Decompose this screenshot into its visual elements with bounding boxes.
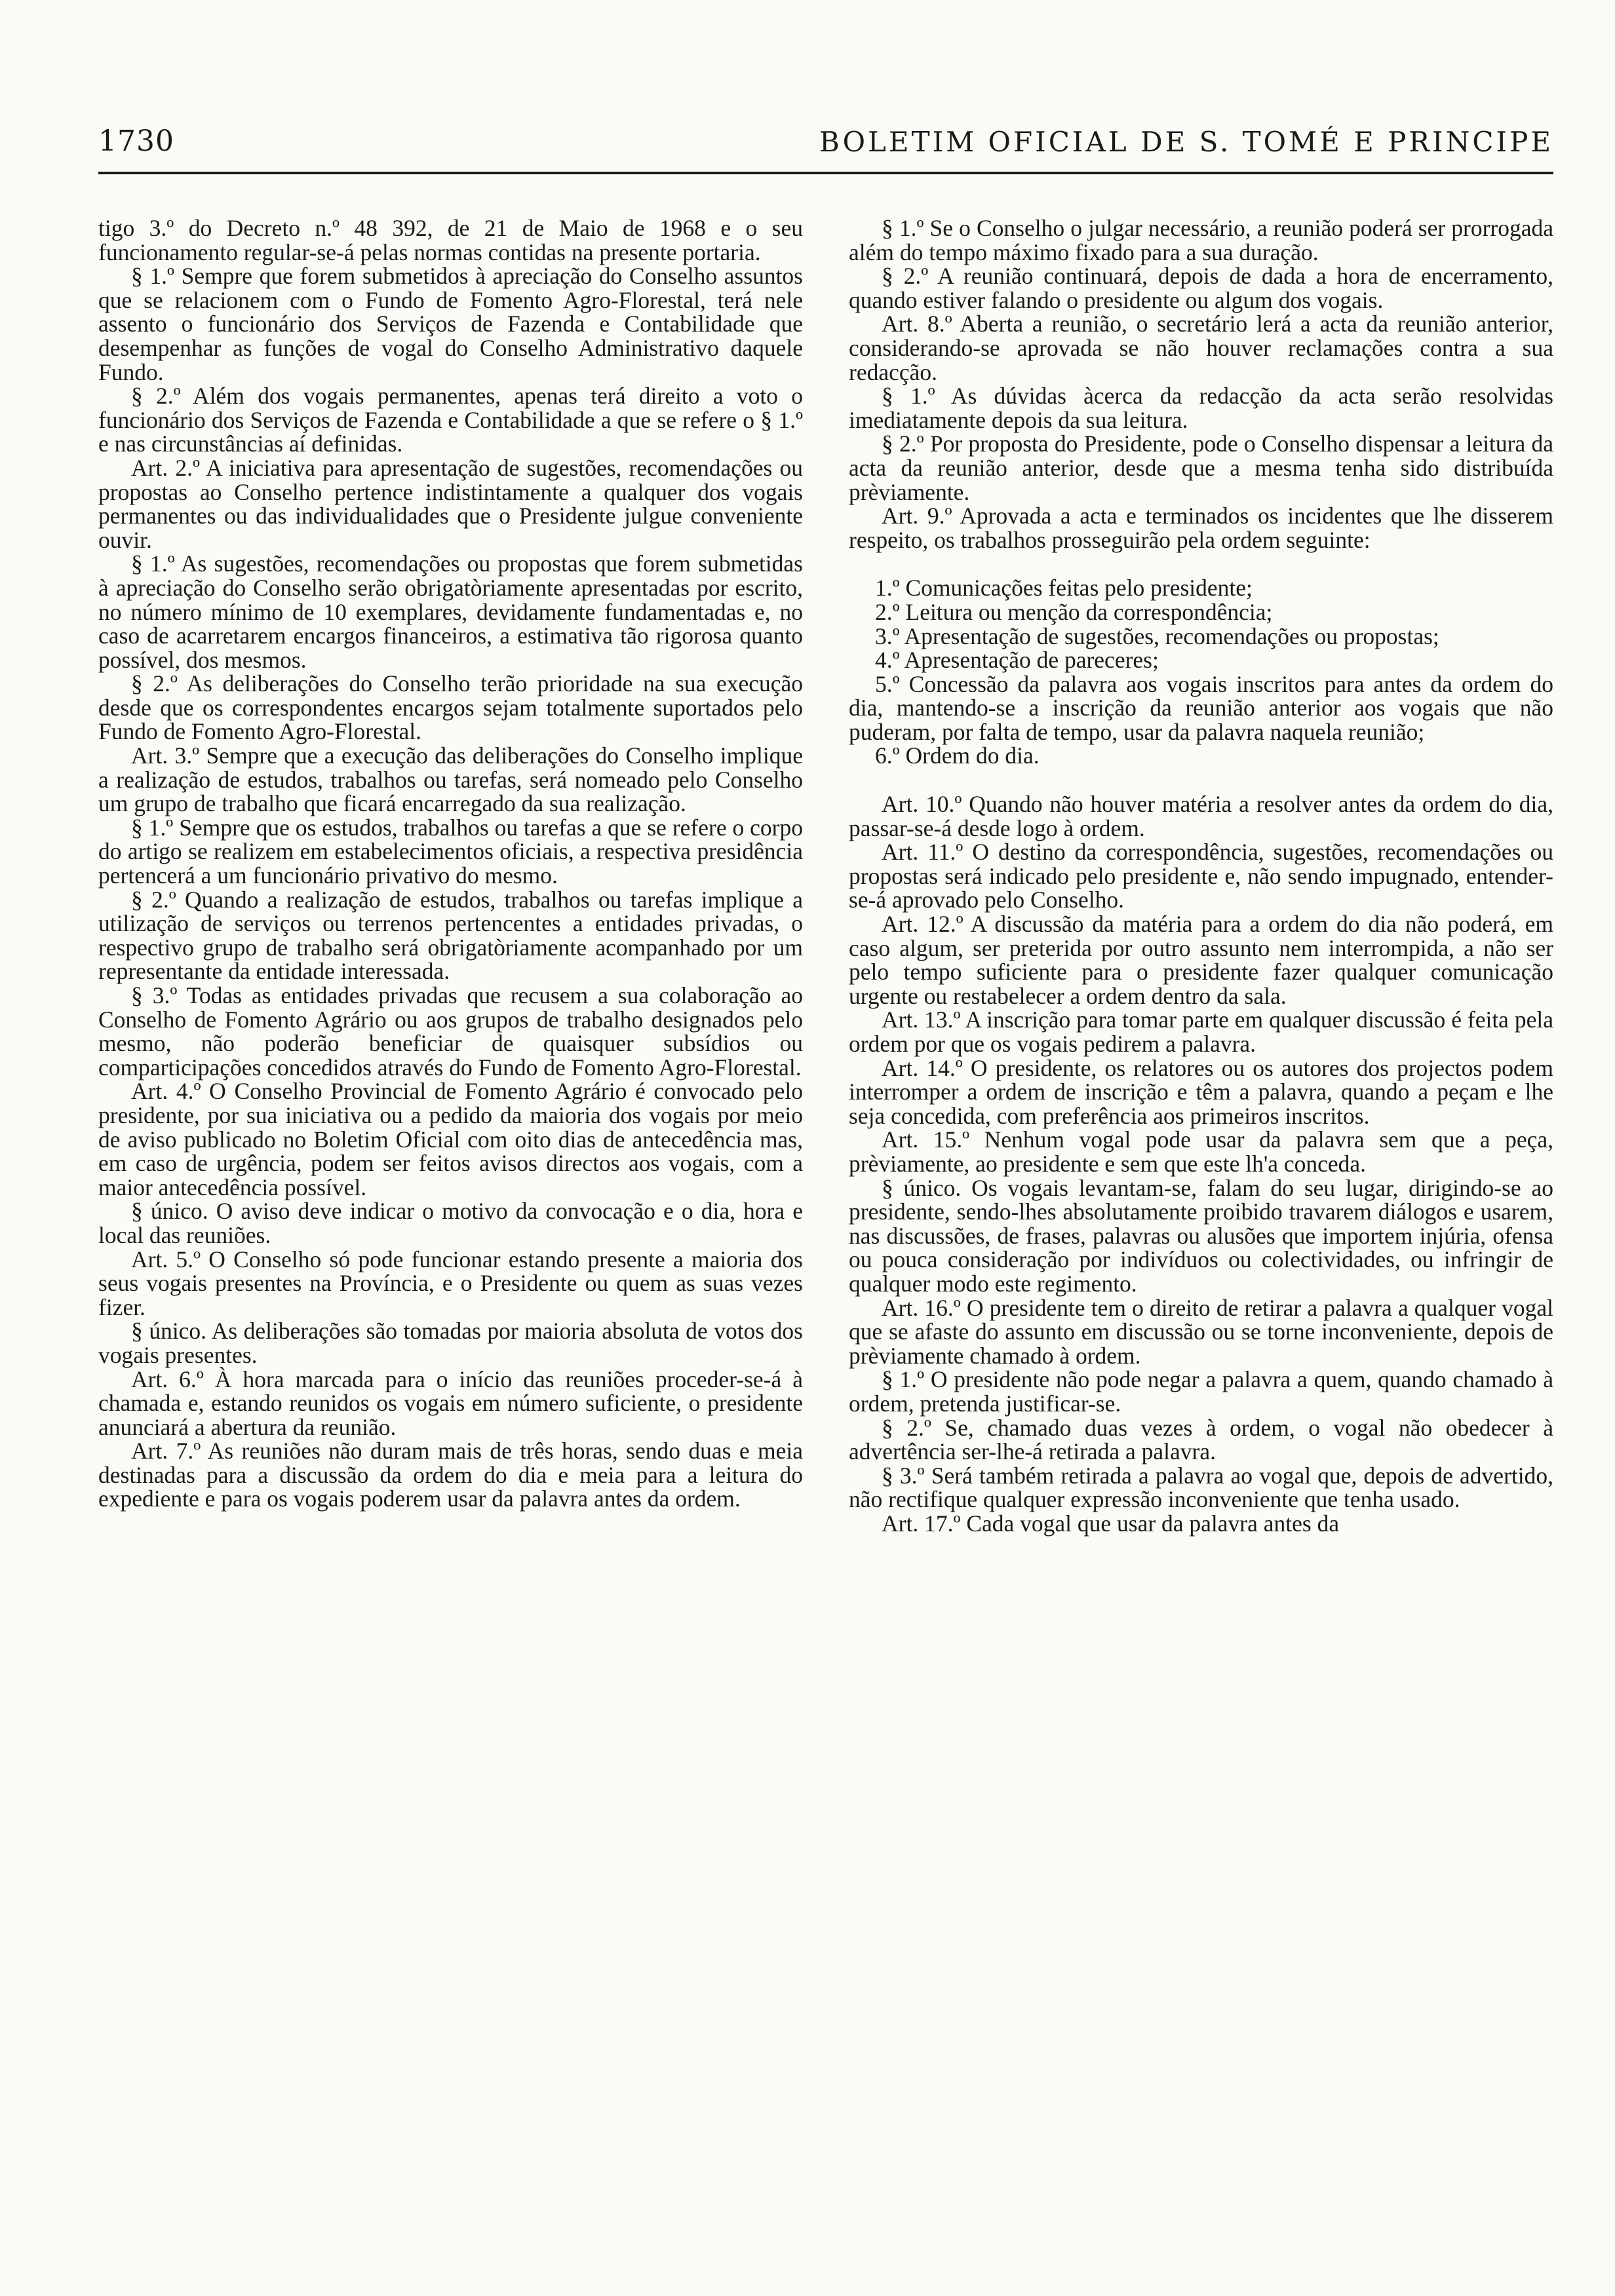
- paragraph: Art. 6.º À hora marcada para o início das reuniões proceder-se-á à chamada e, estando reunidos os vogais em número suficiente, o presidente anunciará a abertura da reunião.: [98, 1366, 803, 1440]
- paragraph: Art. 16.º O presidente tem o direito de retirar a palavra a qualquer vogal que se afaste do assunto em discussão ou se torne inconveniente, depois de prèviamente chamado à ordem.: [849, 1294, 1553, 1369]
- paragraph: Art. 8.º Aberta a reunião, o secretário lerá a acta da reunião anterior, considerando-se aprovada se não houver reclamações contra a sua redacção.: [849, 311, 1553, 385]
- paragraph: § único. Os vogais levantam-se, falam do seu lugar, dirigindo-se ao presidente, sendo-lhes absolutamente proibido travarem diálogos e usarem, nas discussões, de frases, palavras ou alusões que importem injúria, ofensa ou pouca consideração por indivíduos ou colectividades, ou infringir de qualquer modo este regimento.: [849, 1174, 1553, 1297]
- paragraph: § 3.º Todas as entidades privadas que recusem a sua colaboração ao Conselho de Fomento Agrário ou aos grupos de trabalho designados pelo mesmo, não poderão beneficiar de quaisquer subsídios ou comparticipações concedidos através do Fundo de Fomento Agro-Florestal.: [98, 982, 803, 1081]
- paragraph: § único. O aviso deve indicar o motivo da convocação e o dia, hora e local das reuniões.: [98, 1198, 803, 1248]
- paragraph: Art. 15.º Nenhum vogal pode usar da palavra sem que a peça, prèviamente, ao presidente e sem que este lh'a conceda.: [849, 1126, 1553, 1177]
- list-item: 3.º Apresentação de sugestões, recomendações ou propostas;: [875, 622, 1439, 649]
- paragraph: § 2.º Se, chamado duas vezes à ordem, o vogal não obedecer à advertência ser-lhe-á retirada a palavra.: [849, 1414, 1553, 1465]
- paragraph: § 3.º Será também retirada a palavra ao vogal que, depois de advertido, não rectifique qualquer expressão inconveniente que tenha usado.: [849, 1462, 1553, 1513]
- list-item: 2.º Leitura ou menção da correspondência;: [875, 598, 1273, 625]
- paragraph: § único. As deliberações são tomadas por maioria absoluta de votos dos vogais presentes.: [98, 1318, 803, 1368]
- paragraph: § 2.º As deliberações do Conselho terão prioridade na sua execução desde que os correspondentes encargos sejam totalmente suportados pelo Fundo de Fomento Agro-Florestal.: [98, 670, 803, 745]
- paragraph: Art. 5.º O Conselho só pode funcionar estando presente a maioria dos seus vogais presentes na Província, e o Presidente ou quem as suas vezes fizer.: [98, 1246, 803, 1320]
- paragraph: § 1.º Sempre que os estudos, trabalhos ou tarefas a que se refere o corpo do artigo se realizem em estabelecimentos oficiais, a respectiva presidência pertencerá a um funcionário privativo do mesmo.: [98, 814, 803, 889]
- list-item: 4.º Apresentação de pareceres;: [875, 647, 1159, 674]
- paragraph: § 1.º O presidente não pode negar a palavra a quem, quando chamado à ordem, pretenda justificar-se.: [849, 1366, 1553, 1417]
- paragraph: § 2.º Além dos vogais permanentes, apenas terá direito a voto o funcionário dos Serviços de Fazenda e Contabilidade a que se refere o § 1.º e nas circunstâncias aí definidas.: [98, 383, 803, 457]
- paragraph: § 1.º Se o Conselho o julgar necessário, a reunião poderá ser prorrogada além do tempo máximo fixado para a sua duração.: [849, 215, 1553, 265]
- agenda-list: [849, 576, 1553, 768]
- right-column: [849, 216, 1553, 1535]
- page-number: 1730: [98, 124, 174, 158]
- paragraph: Art. 11.º O destino da correspondência, sugestões, recomendações ou propostas será indicado pelo presidente e, não sendo impugnado, entender-se-á aprovado pelo Conselho.: [849, 839, 1553, 913]
- paragraph: § 2.º Por proposta do Presidente, pode o Conselho dispensar a leitura da acta da reunião anterior, desde que a mesma tenha sido distribuída prèviamente.: [849, 430, 1553, 505]
- paragraph: Art. 4.º O Conselho Provincial de Fomento Agrário é convocado pelo presidente, por sua iniciativa ou a pedido da maioria dos vogais por meio de aviso publicado no Boletim Oficial com oito dias de antecedência mas, em caso de urgência, podem ser feitos avisos directos aos vogais, com a maior antecedência possível.: [98, 1078, 803, 1200]
- paragraph: Art. 17.º Cada vogal que usar da palavra antes da: [882, 1510, 1340, 1537]
- paragraph: Art. 3.º Sempre que a execução das deliberações do Conselho implique a realização de estudos, trabalhos ou tarefas, será nomeado pelo Conselho um grupo de trabalho que ficará encarregado da sua realização.: [98, 742, 803, 817]
- left-column: [98, 216, 803, 1511]
- paragraph: § 1.º As dúvidas àcerca da redacção da acta serão resolvidas imediatamente depois da sua leitura.: [849, 383, 1553, 433]
- paragraph: § 2.º A reunião continuará, depois de dada a hora de encerramento, quando estiver falando o presidente ou algum dos vogais.: [849, 263, 1553, 313]
- page-header: [98, 124, 1553, 164]
- paragraph: Art. 13.º A inscrição para tomar parte em qualquer discussão é feita pela ordem por que os vogais pedirem a palavra.: [849, 1006, 1553, 1057]
- paragraph: Art. 10.º Quando não houver matéria a resolver antes da ordem do dia, passar-se-á desde logo à ordem.: [849, 791, 1553, 841]
- paragraph: Art. 7.º As reuniões não duram mais de três horas, sendo duas e meia destinadas para a discussão da ordem do dia e meia para a leitura do expediente e para os vogais poderem usar da palavra antes da ordem.: [98, 1438, 803, 1512]
- paragraph: Art. 14.º O presidente, os relatores ou os autores dos projectos podem interromper a ordem de inscrição e têm a palavra, quando a peçam e lhe seja concedida, com preferência aos primeiros inscritos.: [849, 1054, 1553, 1129]
- paragraph: Art. 2.º A iniciativa para apresentação de sugestões, recomendações ou propostas ao Conselho pertence indistintamente a qualquer dos vogais permanentes ou das individualidades que o Presidente julgue conveniente ouvir.: [98, 454, 803, 553]
- paragraph: tigo 3.º do Decreto n.º 48 392, de 21 de Maio de 1968 e o seu funcionamento regular-se-á pelas normas contidas na presente portaria.: [98, 215, 803, 265]
- paragraph: Art. 12.º A discussão da matéria para a ordem do dia não poderá, em caso algum, ser preterida por outro assunto nem interrompida, a não ser pelo tempo suficiente para o presidente fazer qualquer comunicação urgente ou restabelecer a ordem dentro da sala.: [849, 911, 1553, 1009]
- list-item: 6.º Ordem do dia.: [875, 742, 1040, 769]
- list-item: 5.º Concessão da palavra aos vogais inscritos para antes da ordem do dia, mantendo-se a inscrição da reunião anterior aos vogais que não puderam, por falta de tempo, usar da palavra naquela reunião;: [849, 670, 1553, 745]
- running-title: BOLETIM OFICIAL DE S. TOMÉ E PRINCIPE: [819, 126, 1553, 158]
- header-rule: [98, 172, 1553, 174]
- paragraph: § 2.º Quando a realização de estudos, trabalhos ou tarefas implique a utilização de serviços ou terrenos pertencentes a entidades privadas, o respectivo grupo de trabalho será obrigatòriamente acompanhado por um representante da entidade interessada.: [98, 886, 803, 985]
- paragraph: Art. 9.º Aprovada a acta e terminados os incidentes que lhe disserem respeito, os trabalhos prosseguirão pela ordem seguinte:: [849, 503, 1553, 553]
- paragraph: § 1.º Sempre que forem submetidos à apreciação do Conselho assuntos que se relacionem com o Fundo de Fomento Agro-Florestal, terá nele assento o funcionário dos Serviços de Fazenda e Contabilidade que desempenhar as funções de vogal do Conselho Administrativo daquele Fundo.: [98, 263, 803, 385]
- paragraph: § 1.º As sugestões, recomendações ou propostas que forem submetidas à apreciação do Conselho serão obrigatòriamente apresentadas por escrito, no número mínimo de 10 exemplares, devidamente fundamentadas e, no caso de acarretarem encargos financeiros, a estimativa tão rigorosa quanto possível, dos mesmos.: [98, 550, 803, 673]
- list-item: 1.º Comunicações feitas pelo presidente;: [875, 575, 1253, 602]
